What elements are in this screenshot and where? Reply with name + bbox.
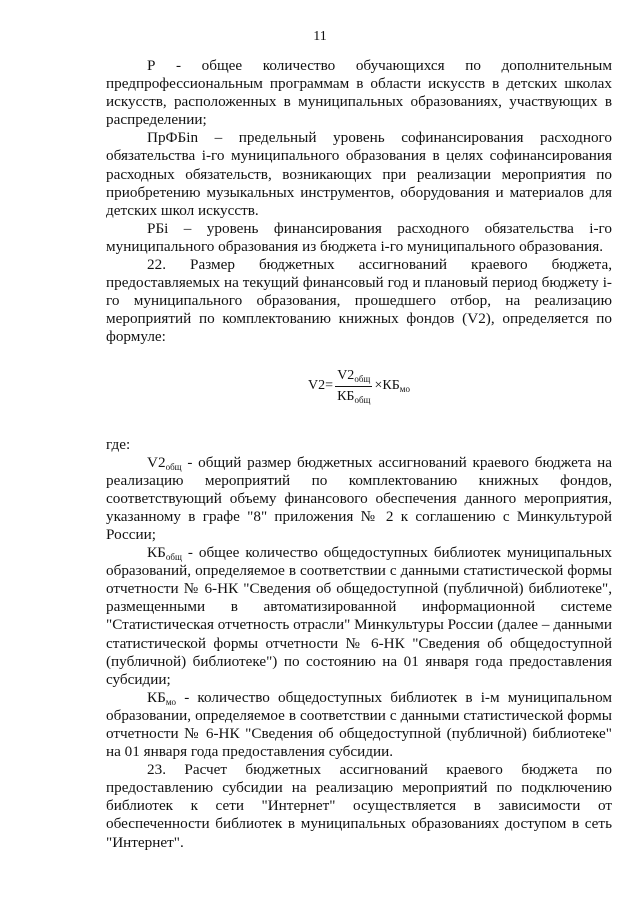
definition-kb-mo-term: КБ: [147, 688, 166, 706]
page-number: 11: [313, 29, 327, 44]
formula-multiplier: [374, 377, 409, 395]
formula-fraction: [335, 367, 372, 406]
formula-denominator: [335, 387, 372, 406]
formula-numerator: [335, 367, 372, 386]
paragraph-22: 22. Размер бюджетных ассигнований краевого бюджета, предоставляемых на текущий финансовый год и плановый период бюджету i-го муниципального образования, прошедшего отбор, на реализацию мероприятий по комплектованию книжных фондов (V2), определяется по формуле:: [106, 256, 612, 346]
formula-numerator-sub: общ: [354, 373, 371, 384]
formula-denominator-sub: общ: [354, 395, 371, 405]
formula-multiplier-sub: мо: [399, 384, 410, 395]
definition-kb-total-text: - общее количество общедоступных библиотек муниципальных образований, определяемое в соответствии с данными статистической формы отчетности № 6-НК "Сведения об общедоступной (публичной) библиотеке", размещенными в автоматизированной информационной системе "Статистическая отчетность отрасли" Минкультуры России (далее – данными статистической формы отчетности № 6-НК "Сведения об общедоступной (публичной) библиотеке") по состоянию на 01 января года предоставления субсидии;: [106, 544, 612, 688]
definition-v2: [106, 454, 612, 544]
definition-kb-mo-sub: мо: [165, 696, 177, 707]
definition-v2-term: V2: [147, 453, 166, 471]
definition-kb-total-sub: общ: [165, 552, 182, 563]
paragraph-rbi-definition: РБі – уровень финансирования расходного обязательства і-го муниципального образования из бюджета і-го муниципального образования.: [106, 219, 612, 255]
definition-kb-mo-text: - количество общедоступных библиотек в і-м муниципальном образовании, определяемое в соответствии с данными статистической формы отчетности № 6-НК "Сведения об общедоступной (публичной) библиотеке" на 01 января года предоставления субсидии.: [106, 688, 612, 761]
formula-numerator-main: V2: [337, 367, 355, 383]
definition-kb-total-term: КБ: [147, 544, 166, 562]
definition-v2-sub: общ: [165, 461, 182, 472]
definition-kb-mo: [106, 689, 612, 761]
document-body: [106, 57, 612, 852]
paragraph-23: 23. Расчет бюджетных ассигнований краевого бюджета по предоставлению субсидии на реализацию мероприятий по подключению библиотек к сети "Интернет" осуществляется в зависимости от обеспеченности библиотек в муниципальных образованиях доступом в сеть "Интернет".: [106, 761, 612, 851]
definition-v2-text: - общий размер бюджетных ассигнований краевого бюджета на реализацию мероприятий по комплектованию книжных фондов, соответствующий объему финансового обеспечения данного мероприятия, указанному в графе "8" приложения № 2 к соглашению с Минкультурой России;: [106, 453, 612, 543]
paragraph-p-definition: Р - общее количество обучающихся по дополнительным предпрофессиональным программам в области искусств в детских школах искусств, расположенных в муниципальных образованиях, участвующих в распределении;: [106, 57, 612, 129]
formula-denominator-main: КБ: [337, 389, 355, 404]
formula-multiplier-main: ×КБ: [374, 378, 400, 394]
where-label: где:: [106, 435, 131, 453]
definition-kb-total: [106, 544, 612, 689]
paragraph-prfbin-definition: ПрФБіn – предельный уровень софинансирования расходного обязательства i-го муниципального образования в целях софинансирования расходных обязательств, возникающих при реализации мероприятия по приобретению музыкальных инструментов, оборудования и материалов для детских школ искусств.: [106, 129, 612, 219]
formula-v2: [106, 354, 612, 420]
formula-lhs: V2=: [308, 378, 334, 394]
